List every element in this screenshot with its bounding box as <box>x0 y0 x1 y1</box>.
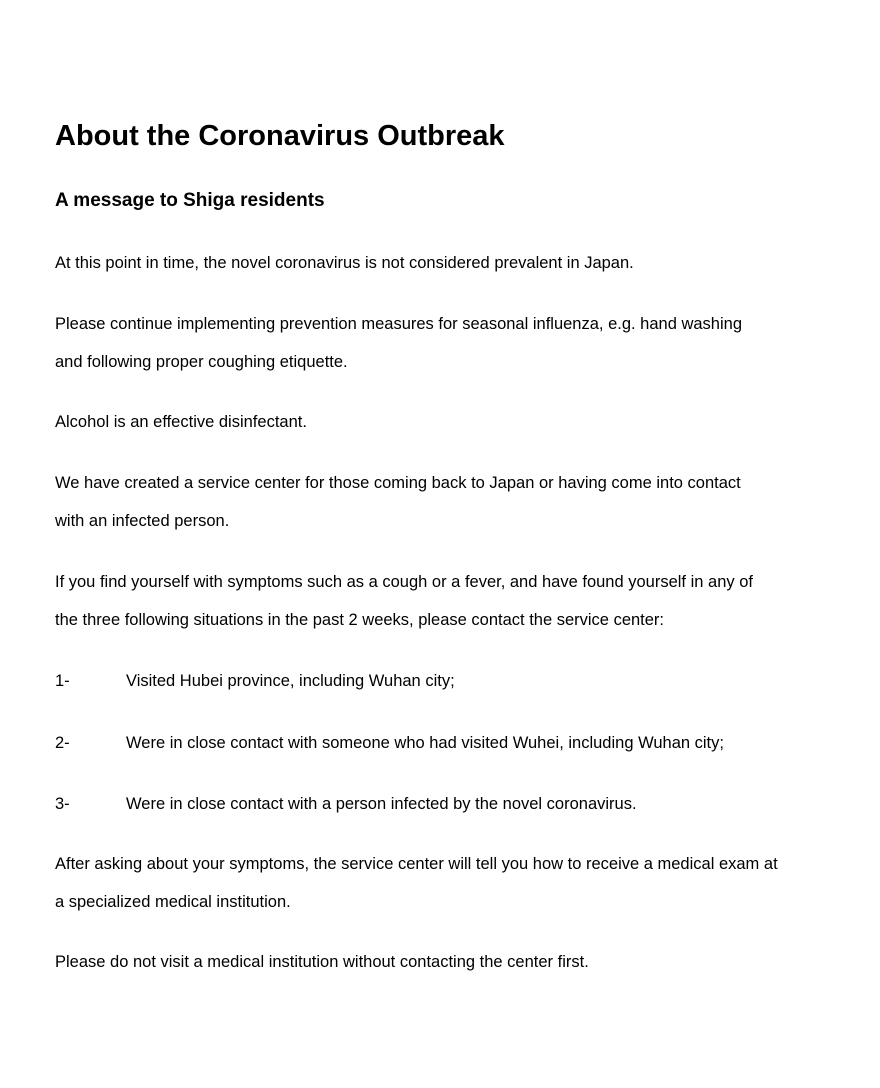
list-number: 3- <box>55 795 70 813</box>
paragraph-medical-exam: After asking about your symptoms, the service center will tell you how to receive a medical exam at a specialized medical institution. <box>55 855 778 911</box>
paragraph-do-not-visit: Please do not visit a medical institution without contacting the center first. <box>55 953 589 971</box>
page-title: About the Coronavirus Outbreak <box>55 120 505 152</box>
list-text: Were in close contact with someone who had visited Wuhei, including Wuhan city; <box>126 734 724 752</box>
list-item <box>55 669 455 693</box>
paragraph-disinfectant: Alcohol is an effective disinfectant. <box>55 413 307 431</box>
paragraph-prevalence: At this point in time, the novel coronavirus is not considered prevalent in Japan. <box>55 254 634 272</box>
list-text: Were in close contact with a person infected by the novel coronavirus. <box>126 795 637 813</box>
list-item <box>55 792 637 816</box>
paragraph-symptoms: If you find yourself with symptoms such as a cough or a fever, and have found yourself in any of the three following situations in the past 2 weeks, please contact the service center: <box>55 573 753 629</box>
paragraph-service-center: We have created a service center for those coming back to Japan or having come into contact with an infected person. <box>55 474 741 530</box>
page-subtitle: A message to Shiga residents <box>55 190 325 211</box>
list-item <box>55 731 724 755</box>
paragraph-prevention: Please continue implementing prevention measures for seasonal influenza, e.g. hand washing and following proper coughing etiquette. <box>55 315 743 371</box>
list-number: 2- <box>55 734 70 752</box>
list-number: 1- <box>55 672 70 690</box>
list-text: Visited Hubei province, including Wuhan city; <box>126 672 455 690</box>
